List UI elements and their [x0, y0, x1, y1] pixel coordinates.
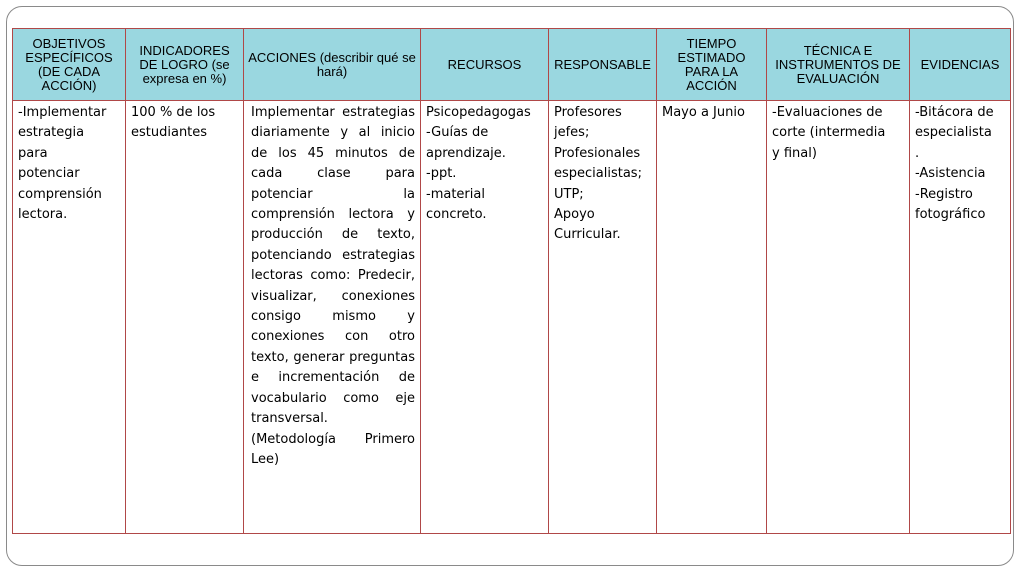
header-recursos: RECURSOS — [421, 29, 549, 101]
cell-indicadores — [126, 101, 244, 534]
responsable-line: Curricular. — [554, 227, 621, 243]
responsable-line: Profesores — [554, 105, 622, 120]
recursos-line: concreto. — [426, 207, 487, 223]
responsable-line: especialistas; — [554, 166, 642, 182]
evidencias-line: -Registro — [915, 186, 973, 202]
evidencias-line: fotográfico — [915, 207, 986, 223]
cell-recursos — [421, 101, 549, 534]
cell-tecnica — [767, 101, 910, 534]
recursos-line: Psicopedagogas — [426, 105, 531, 120]
tecnica-line: -Evaluaciones de — [772, 105, 883, 120]
cell-evidencias — [910, 101, 1011, 534]
evidencias-line: -Bitácora de — [915, 105, 994, 120]
cell-tiempo — [657, 101, 767, 534]
objetivos-line: estrategia — [18, 125, 85, 141]
header-evidencias: EVIDENCIAS — [910, 29, 1011, 101]
recursos-line: -ppt. — [426, 166, 457, 182]
responsable-line: jefes; — [554, 125, 590, 141]
cell-acciones — [244, 101, 421, 534]
objetivos-line: comprensión — [18, 186, 102, 202]
cell-objetivos — [13, 101, 126, 534]
recursos-line: -Guías de — [426, 125, 489, 141]
evidencias-line: . — [915, 145, 920, 161]
recursos-line: -material — [426, 186, 485, 202]
objetivos-line: potenciar — [18, 166, 80, 182]
acciones-text: Implementar estrategias diariamente y al inicio de los 45 minutos de cada clase para potenciar la comprensión lectora y producción de texto, potenciando estrategias lectoras como: Predecir, visualizar, conexiones consigo mismo y conexiones con otro texto, generar preguntas e incrementación de vocabulario como eje transversal. (Metodología Primero Lee) — [251, 105, 415, 467]
objetivos-line: para — [18, 145, 48, 161]
evidencias-line: especialista — [915, 125, 992, 141]
table-row — [13, 101, 1011, 534]
header-tecnica: TÉCNICA E INSTRUMENTOS DE EVALUACIÓN — [767, 29, 910, 101]
tiempo-text: Mayo a Junio — [662, 105, 745, 120]
header-objetivos: OBJETIVOS ESPECÍFICOS (DE CADA ACCIÓN) — [13, 29, 126, 101]
indicadores-line: estudiantes — [131, 125, 208, 141]
evidencias-line: -Asistencia — [915, 166, 986, 182]
header-responsable: RESPONSABLE — [549, 29, 657, 101]
objetivos-line: -Implementar — [18, 105, 107, 120]
objetivos-line: lectora. — [18, 207, 68, 223]
responsable-line: Profesionales — [554, 145, 641, 161]
responsable-line: UTP; — [554, 186, 584, 202]
indicadores-line: 100 % de los — [131, 105, 216, 120]
responsable-line: Apoyo — [554, 207, 595, 223]
planning-table-container — [12, 28, 1010, 534]
header-tiempo: TIEMPO ESTIMADO PARA LA ACCIÓN — [657, 29, 767, 101]
cell-responsable — [549, 101, 657, 534]
tecnica-line: y final) — [772, 145, 817, 161]
planning-table — [12, 28, 1011, 534]
header-acciones: ACCIONES (describir qué se hará) — [244, 29, 421, 101]
tecnica-line: corte (intermedia — [772, 125, 886, 141]
header-row — [13, 29, 1011, 101]
recursos-line: aprendizaje. — [426, 145, 506, 161]
header-indicadores: INDICADORES DE LOGRO (se expresa en %) — [126, 29, 244, 101]
